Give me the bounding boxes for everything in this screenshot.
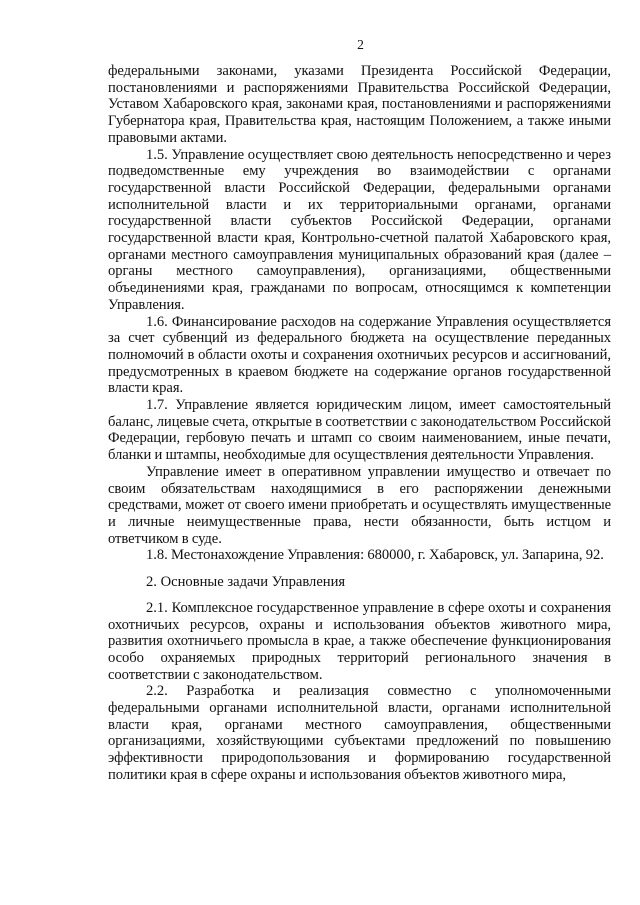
section-heading: 2. Основные задачи Управления — [146, 574, 346, 591]
paragraph-1-7: 1.7. Управление является юридическим лицом, имеет самостоятельный баланс, лицевые счета, открытые в соответствии с законодательством Российской Федерации, гербовую печать и штамп со своим наименованием, иные печати, бланки и штампы, необходимые для осуществления деятельности Управления. — [108, 397, 611, 464]
paragraph-continuation: федеральными законами, указами Президента Российской Федерации, постановлениями и распоряжениями Правительства Российской Федерации, Уставом Хабаровского края, законами края, постановлениями и распоряжениями Губернатора края, Правительства края, настоящим Положением, а также иными правовыми актами. — [108, 63, 611, 146]
page-number: 2 — [357, 37, 364, 52]
paragraph-1-8: 1.8. Местонахождение Управления: 680000, г. Хабаровск, ул. Запарина, 92. — [146, 547, 604, 564]
paragraph-2-1: 2.1. Комплексное государственное управление в сфере охоты и сохранения охотничьих ресурсов, охраны и использования объектов животного мира, развития охотничьего промысла в крае, а также обеспечение функционирования особо охраняемых природных территорий регионального значения в соответствии с законодательством. — [108, 599, 611, 683]
paragraph-property: Управление имеет в оперативном управлении имущество и отвечает по своим обязательствам находящимися в его распоряжении денежными средствами, может от своего имени приобретать и осуществлять имущественные и личные неимущественные права, нести обязанности, быть истцом и ответчиком в суде. — [108, 463, 611, 547]
paragraph-1-6: 1.6. Финансирование расходов на содержание Управления осуществляется за счет субвенций из федерального бюджета на осуществление переданных полномочий в области охоты и сохранения охотничьих ресурсов и ассигнований, предусмотренных в краевом бюджете на содержание органов государственной власти края. — [108, 313, 611, 397]
paragraph-1-5: 1.5. Управление осуществляет свою деятельность непосредственно и через подведомственные ему учреждения во взаимодействии с органами государственной власти Российской Федерации, федеральными органами исполнительной власти и их территориальными органами, органами государственной власти субъектов Российской Федерации, органами государственной власти края, Контрольно-счетной палатой Хабаровского края, органами местного самоуправления муниципальных образований края (далее – органы местного самоуправления), организациями, общественными объединениями края, гражданами по вопросам, относящимся к компетенции Управления. — [108, 146, 611, 313]
paragraph-2-2: 2.2. Разработка и реализация совместно с уполномоченными федеральными органами исполнительной власти, органами исполнительной власти края, органами местного самоуправления, общественными организациями, хозяйствующими субъектами предложений по повышению эффективности природопользования и формированию государственной политики края в сфере охраны и использования объектов животного мира, — [108, 683, 611, 783]
document-page — [108, 36, 611, 784]
